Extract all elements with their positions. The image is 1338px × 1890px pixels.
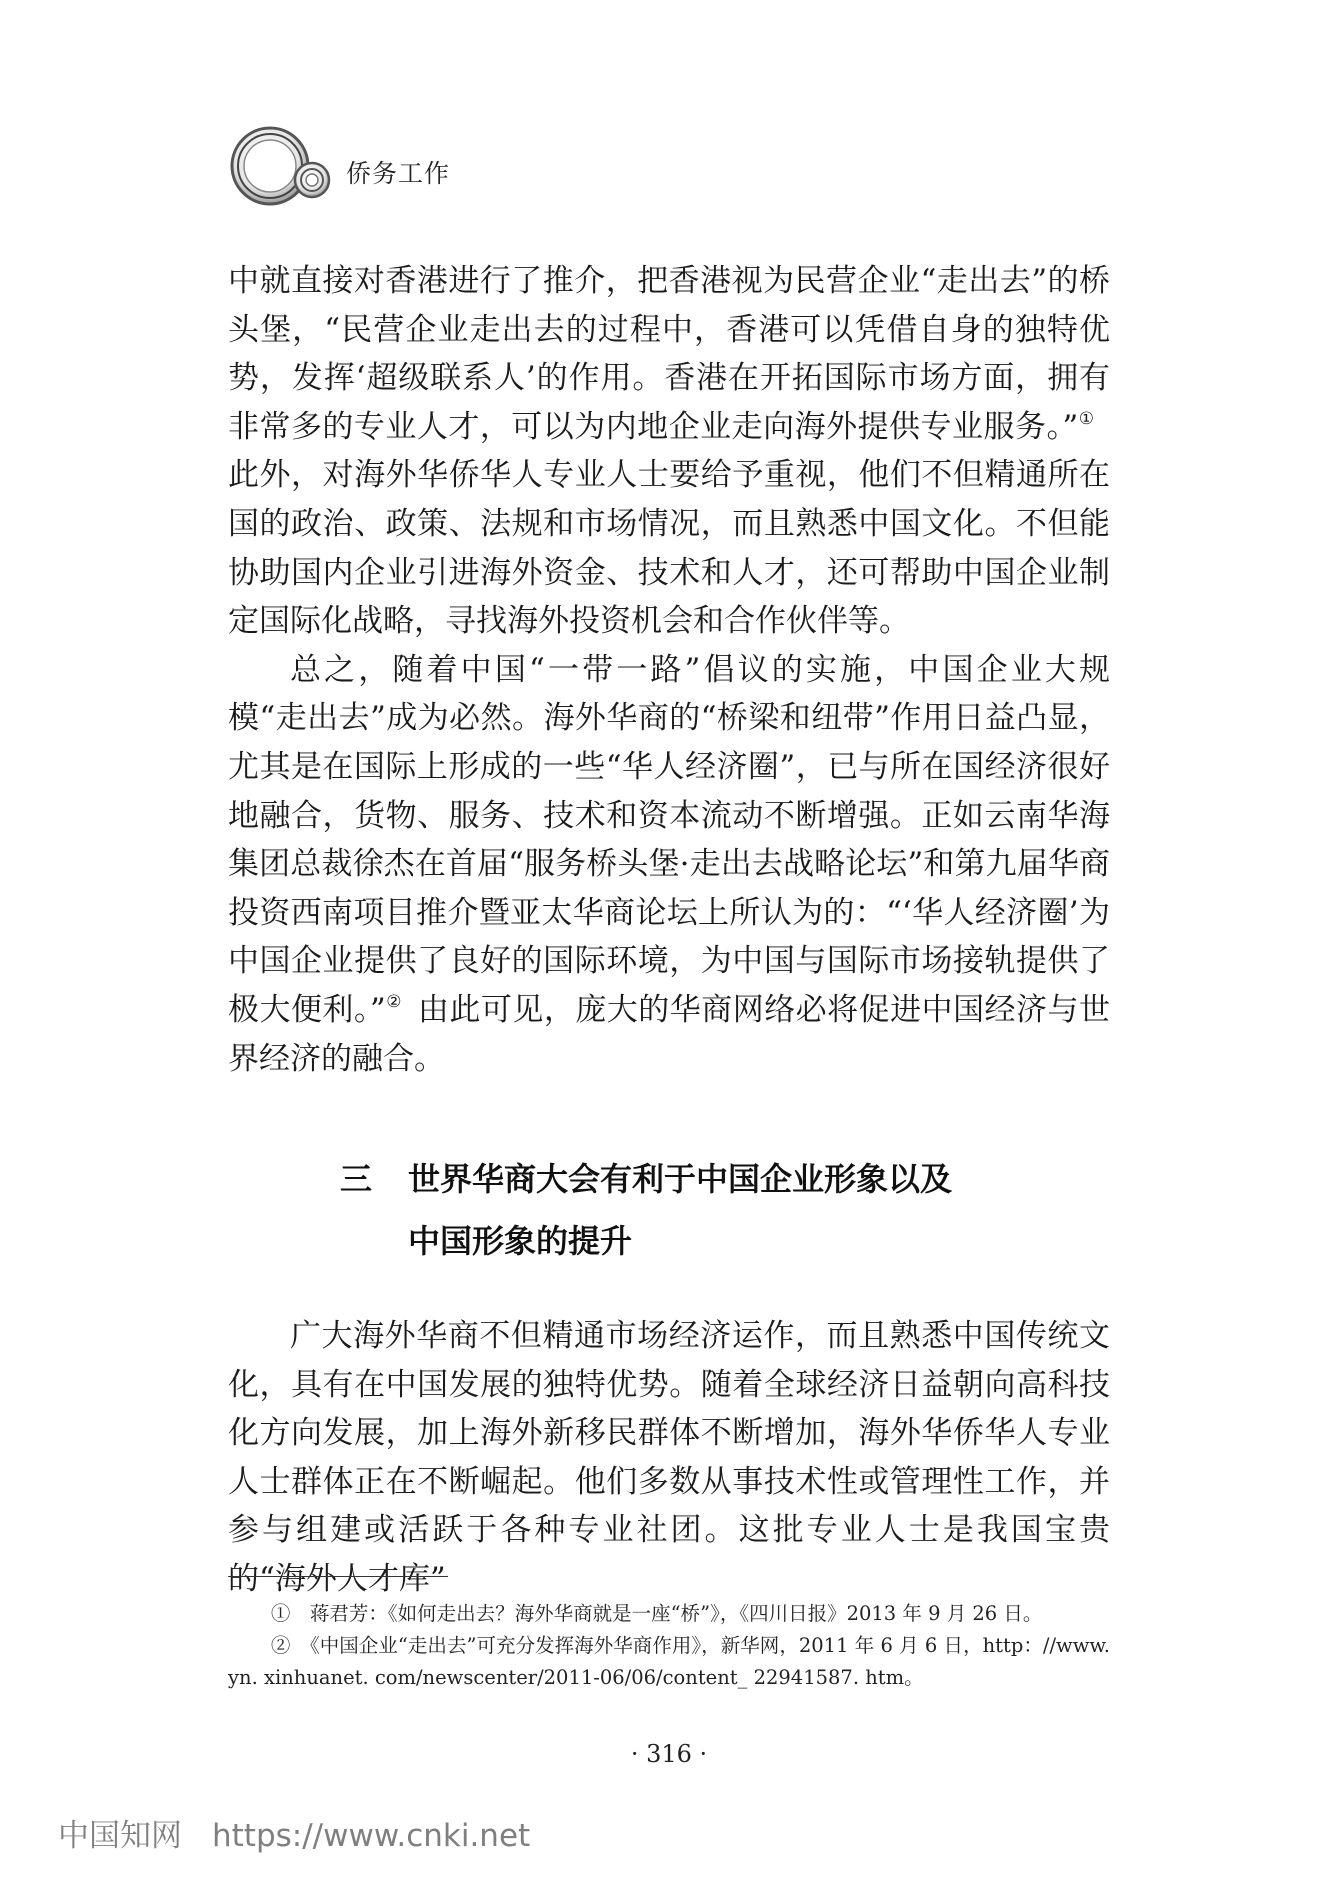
paragraph-2: 总之，随着中国“一带一路”倡议的实施，中国企业大规模“走出去”成为必然。海外华商的“桥梁和纽带”作用日益凸显，尤其是在国际上形成的一些“华人经济圈”，已与所在国经济很好地融合，货物、服务、技术和资本流动不断增强。正如云南华海集团总裁徐杰在首届“服务桥头堡·走出去战略论坛”和第九届华商投资西南项目推介暨亚太华商论坛上所认为的：“‘华人经济圈’为中国企业提供了良好的国际环境，为中国与国际市场接轨提供了极大便利。”② 由此可见，庞大的华商网络必将促进中国经济与世界经济的融合。 <box>228 651 1110 1077</box>
section-title-line2: 中国形象的提升 <box>408 1222 633 1260</box>
body-text-lower <box>228 1312 1110 1604</box>
cnki-watermark <box>58 1810 530 1855</box>
footnotes <box>228 1598 1110 1694</box>
footnote-ref-2: ② <box>385 991 402 1012</box>
section-heading <box>340 1148 1100 1272</box>
rings-logo-icon <box>228 124 348 210</box>
footnote-1: ① 蒋君芳：《如何走出去？海外华商就是一座“桥”》，《四川日报》2013 年 9 月 26 日。 <box>270 1602 1043 1625</box>
paragraph-3: 广大海外华商不但精通市场经济运作，而且熟悉中国传统文化，具有在中国发展的独特优势。随着全球经济日益朝向高科技化方向发展，加上海外新移民群体不断增加，海外华侨华人专业人士群体正在不断崛起。他们多数从事技术性或管理性工作，并参与组建或活跃于各种专业社团。这批专业人士是我国宝贵的“海外人才库” <box>228 1318 1110 1597</box>
watermark-url: https://www.cnki.net <box>212 1818 531 1854</box>
page-number: · 316 · <box>630 1740 708 1768</box>
footnote-2: ② 《中国企业“走出去”可充分发挥海外华商作用》，新华网，2011 年 6 月 6 日，http：//www. yn. xinhuanet. com/newscenter/2011-06/06/content_ 22941587. htm。 <box>228 1634 1110 1689</box>
section-title-line1: 世界华商大会有利于中国企业形象以及 <box>408 1160 953 1198</box>
header-title: 侨务工作 <box>346 159 451 188</box>
running-header <box>228 124 628 214</box>
section-number: 三 <box>340 1160 373 1198</box>
watermark-brand: 中国知网 <box>58 1818 182 1854</box>
footnote-divider <box>228 1576 448 1577</box>
paragraph-1: 中就直接对香港进行了推介，把香港视为民营企业“走出去”的桥头堡，“民营企业走出去的过程中，香港可以凭借自身的独特优势，发挥‘超级联系人’的作用。香港在开拓国际市场方面，拥有非常多的专业人才，可以为内地企业走向海外提供专业服务。”① 此外，对海外华侨华人专业人士要给予重视，他们不但精通所在国的政治、政策、法规和市场情况，而且熟悉中国文化。不但能协助国内企业引进海外资金、技术和人才，还可帮助中国企业制定国际化战略，寻找海外投资机会和合作伙伴等。 <box>228 263 1110 640</box>
footnote-ref-1: ① <box>1078 408 1095 429</box>
body-text-upper <box>228 257 1110 1083</box>
